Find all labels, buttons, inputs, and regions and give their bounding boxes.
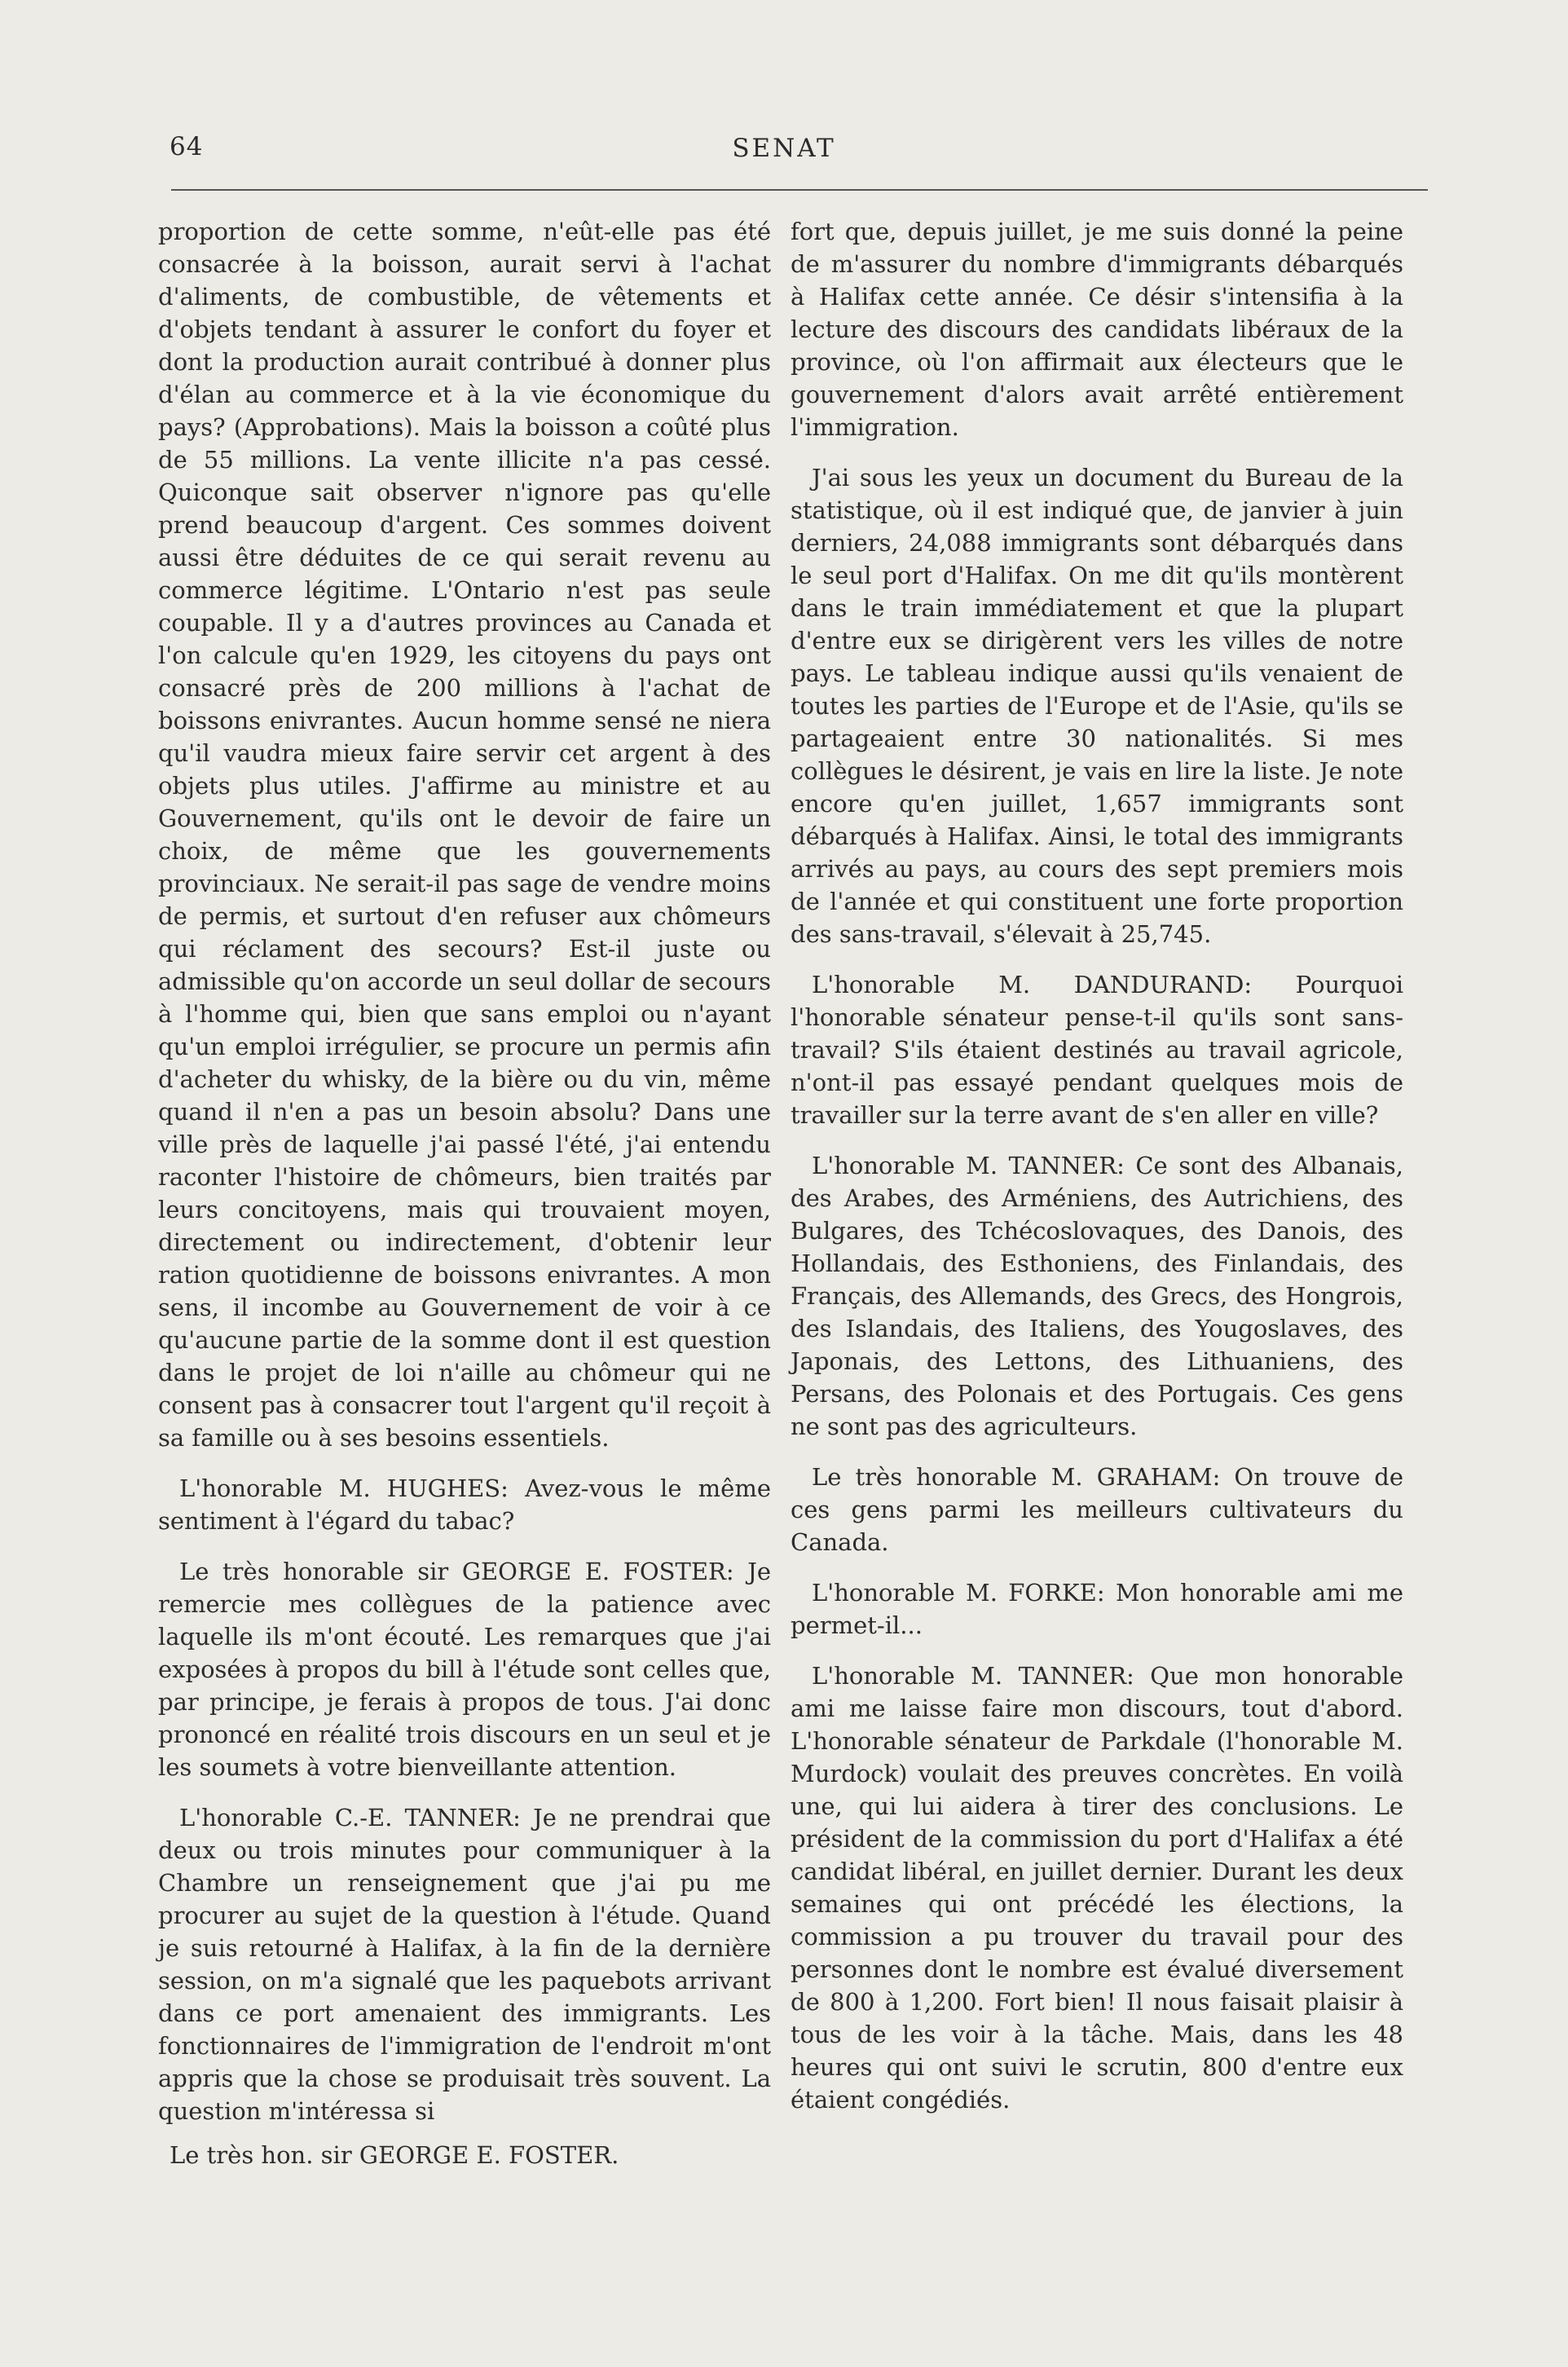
left-column (158, 215, 771, 2189)
paragraph: L'honorable M. TANNER: Ce sont des Albanais, des Arabes, des Arméniens, des Autrichiens, des Bulgares, des Tchécoslovaques, des Danois, des Hollandais, des Esthoniens, des Finlandais, des Français, des Allemands, des Grecs, des Hongrois, des Islandais, des Italiens, des Yougoslaves, des Japonais, des Lettons, des Lithuaniens, des Persans, des Polonais et des Portugais. Ces gens ne sont pas des agriculteurs. (791, 1152, 1403, 1440)
paragraph: J'ai sous les yeux un document du Bureau de la statistique, où il est indiqué que, de janvier à juin derniers, 24,088 immigrants sont débarqués dans le seul port d'Halifax. On me dit qu'ils montèrent dans le train immédiatement et que la plupart d'entre eux se dirigèrent vers les villes de notre pays. Le tableau indique aussi qu'ils venaient de toutes les parties de l'Europe et de l'Asie, qu'ils se partageaient entre 30 nationalités. Si mes collègues le désirent, je vais en lire la liste. Je note encore qu'en juillet, 1,657 immigrants sont débarqués à Halifax. Ainsi, le total des immigrants arrivés au pays, au cours des sept premiers mois de l'année et qui constituent une forte proportion des sans-travail, s'élevait à 25,745. (791, 464, 1403, 948)
paragraph: L'honorable M. FORKE: Mon honorable ami me permet-il... (791, 1579, 1403, 1639)
page-number: 64 (170, 132, 204, 161)
paragraph: fort que, depuis juillet, je me suis donné la peine de m'assurer du nombre d'immigrants débarqués à Halifax cette année. Ce désir s'intensifia à la lecture des discours des candidats libéraux de la province, où l'on affirmait aux électeurs que le gouvernement d'alors avait arrêté entièrement l'immigration. (791, 218, 1403, 441)
header-rule (171, 189, 1428, 191)
paragraph: L'honorable C.-E. TANNER: Je ne prendrai que deux ou trois minutes pour communiquer à la Chambre un renseignement que j'ai pu me procurer au sujet de la question à l'étude. Quand je suis retourné à Halifax, à la fin de la dernière session, on m'a signalé que les paquebots arrivant dans ce port amenaient des immigrants. Les fonctionnaires de l'immigration de l'endroit m'ont appris que la chose se produisait très souvent. La question m'intéressa si (158, 1804, 771, 2125)
paragraph: L'honorable M. DANDURAND: Pourquoi l'honorable sénateur pense-t-il qu'ils sont sans-travail? S'ils étaient destinés au travail agricole, n'ont-il pas essayé pendant quelques mois de travailler sur la terre avant de s'en aller en ville? (791, 971, 1403, 1129)
paragraph: L'honorable M. TANNER: Que mon honorable ami me laisse faire mon discours, tout d'abord. L'honorable sénateur de Parkdale (l'honorable M. Murdock) voulait des preuves concrètes. En voilà une, qui lui aidera à tirer des conclusions. Le président de la commission du port d'Halifax a été candidat libéral, en juillet dernier. Durant les deux semaines qui ont précédé les élections, la commission a pu trouver du travail pour des personnes dont le nombre est évalué diversement de 800 à 1,200. Fort bien! Il nous faisait plaisir à tous de les voir à la tâche. Mais, dans les 48 heures qui ont suivi le scrutin, 800 d'entre eux étaient congédiés. (791, 1662, 1403, 2114)
running-head: SENAT (732, 134, 836, 163)
paragraph: Le très honorable sir GEORGE E. FOSTER: Je remercie mes collègues de la patience avec laquelle ils m'ont écouté. Les remarques que j'ai exposées à propos du bill à l'étude sont celles que, par principe, je ferais à propos de tous. J'ai donc prononcé en réalité trois discours en un seul et je les soumets à votre bienveillante attention. (158, 1558, 771, 1781)
footer-speaker-line: Le très hon. sir GEORGE E. FOSTER. (170, 2141, 619, 2169)
right-column (791, 215, 1403, 2134)
paragraph: L'honorable M. HUGHES: Avez-vous le même sentiment à l'égard du tabac? (158, 1474, 771, 1535)
paragraph: proportion de cette somme, n'eût-elle pas été consacrée à la boisson, aurait servi à l'achat d'aliments, de combustible, de vêtements et d'objets tendant à assurer le confort du foyer et dont la production aurait contribué à donner plus d'élan au commerce et à la vie économique du pays? (Approbations). Mais la boisson a coûté plus de 55 millions. La vente illicite n'a pas cessé. Quiconque sait observer n'ignore pas qu'elle prend beaucoup d'argent. Ces sommes doivent aussi être déduites de ce qui serait revenu au commerce légitime. L'Ontario n'est pas seule coupable. Il y a d'autres provinces au Canada et l'on calcule qu'en 1929, les citoyens du pays ont consacré près de 200 millions à l'achat de boissons enivrantes. Aucun homme sensé ne niera qu'il vaudra mieux faire servir cet argent à des objets plus utiles. J'affirme au ministre et au Gouvernement, qu'ils ont le devoir de faire un choix, de même que les gouvernements provinciaux. Ne serait-il pas sage de vendre moins de permis, et surtout d'en refuser aux chômeurs qui réclament des secours? Est-il juste ou admissible qu'on accorde un seul dollar de secours à l'homme qui, bien que sans emploi ou n'ayant qu'un emploi irrégulier, se procure un permis afin d'acheter du whisky, de la bière ou du vin, même quand il n'en a pas un besoin absolu? Dans une ville près de laquelle j'ai passé l'été, j'ai entendu raconter l'histoire de chômeurs, bien traités par leurs concitoyens, mais qui trouvaient moyen, directement ou indirectement, d'obtenir leur ration quotidienne de boissons enivrantes. A mon sens, il incombe au Gouvernement de voir à ce qu'aucune partie de la somme dont il est question dans le projet de loi n'aille au chômeur qui ne consent pas à consacrer tout l'argent qu'il reçoit à sa famille ou à ses besoins essentiels. (158, 218, 771, 1452)
paragraph: Le très honorable M. GRAHAM: On trouve de ces gens parmi les meilleurs cultivateurs du Canada. (791, 1463, 1403, 1556)
